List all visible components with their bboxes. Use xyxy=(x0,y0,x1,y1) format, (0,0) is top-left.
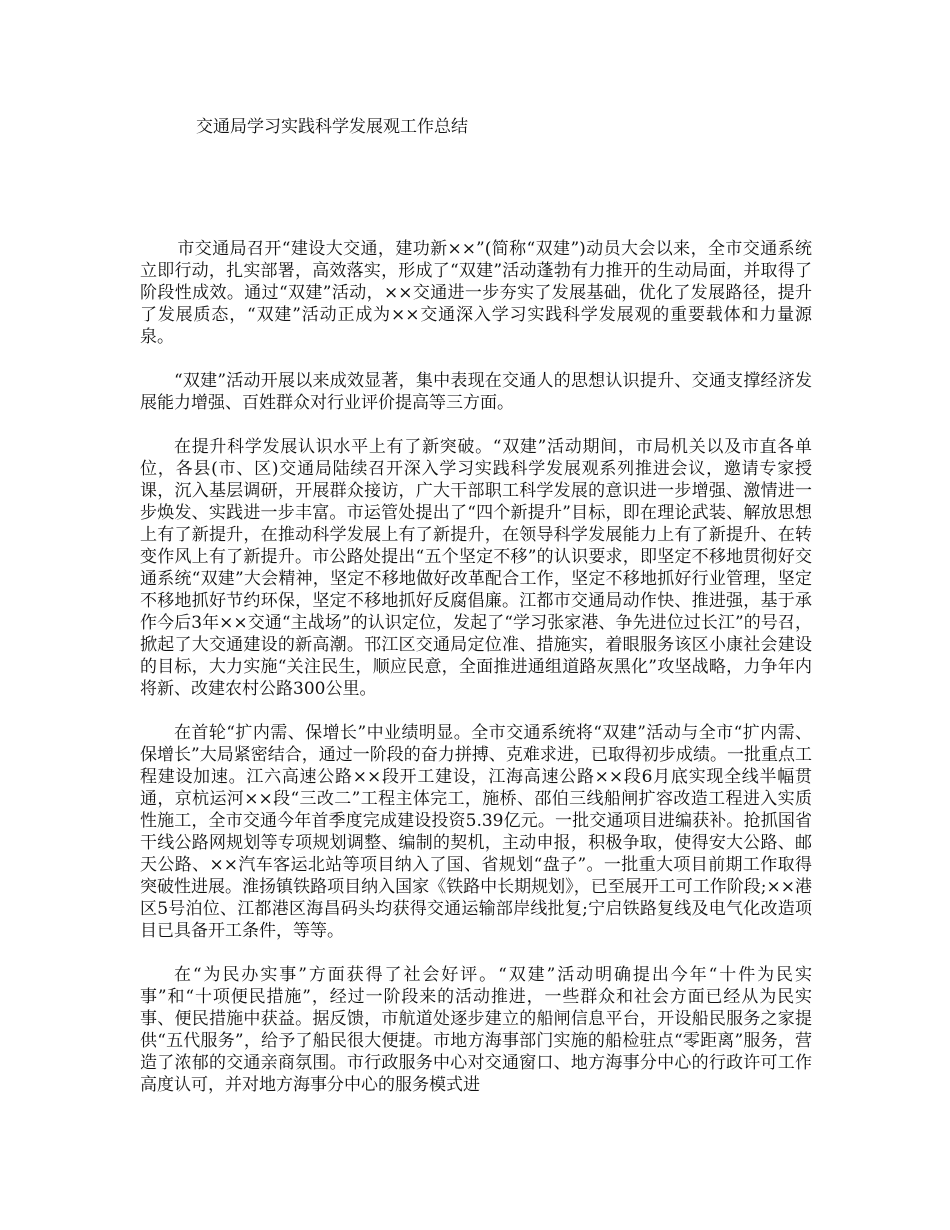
paragraph-awareness: 在提升科学发展认识水平上有了新突破。“双建”活动期间，市局机关以及市直各单位，各县(市、区)交通局陆续召开深入学习实践科学发展观系列推进会议，邀请专家授课，沉入基层调研，开展群众接访，广大干部职工科学发展的意识进一步增强、激情进一步焕发、实践进一步丰富。市运管处提出了“四个新提升”目标，即在理论武装、解放思想上有了新提升，在推动科学发展上有了新提升，在领导科学发展能力上有了新提升、在转变作风上有了新提升。市公路处提出“五个坚定不移”的认识要求，即坚定不移地贯彻好交通系统“双建”大会精神，坚定不移地做好改革配合工作，坚定不移地抓好行业管理，坚定不移地抓好节约环保，坚定不移地抓好反腐倡廉。江都市交通局动作快、推进强，基于承作今后3年××交通“主战场”的认识定位，发起了“学习张家港、争先进位过长江”的号召，掀起了大交通建设的新高潮。邗江区交通局定位准、措施实，着眼服务该区小康社会建设的目标，大力实施“关注民生，顺应民意，全面推进通组道路灰黑化”攻坚战略，力争年内将新、改建农村公路300公里。 xyxy=(140,437,812,699)
document-title: 交通局学习实践科学发展观工作总结 xyxy=(196,117,468,137)
paragraph-public-service: 在“为民办实事”方面获得了社会好评。“双建”活动明确提出今年“十件为民实事”和“十项便民措施”，经过一阶段来的活动推进，一些群众和社会方面已经从为民实事、便民措施中获益。据反馈，市航道处逐步建立的船闸信息平台，开设船民服务之家提供“五代服务”，给予了船民很大便捷。市地方海事部门实施的船检驻点“零距离”服务，营造了浓郁的交通亲商氛围。市行政服务中心对交通窗口、地方海事分中心的行政许可工作高度认可，并对地方海事分中心的服务模式进 xyxy=(140,965,812,1095)
document-body xyxy=(140,238,812,1118)
paragraph-intro: 市交通局召开“建设大交通，建功新××”(简称“双建”)动员大会以来，全市交通系统立即行动，扎实部署，高效落实，形成了“双建”活动蓬勃有力推开的生动局面，并取得了阶段性成效。通过“双建”活动，××交通进一步夯实了发展基础，优化了发展路径，提升了发展质态，“双建”活动正成为××交通深入学习实践科学发展观的重要载体和力量源泉。 xyxy=(140,239,812,347)
paragraph-growth: 在首轮“扩内需、保增长”中业绩明显。全市交通系统将“双建”活动与全市“扩内需、保增长”大局紧密结合，通过一阶段的奋力拼搏、克难求进，已取得初步成绩。一批重点工程建设加速。江六高速公路××段开工建设，江海高速公路××段6月底实现全线半幅贯通，京杭运河××段“三改二”工程主体完工，施桥、邵伯三线船闸扩容改造工程进入实质性施工，全市交通今年首季度完成建设投资5.39亿元。一批交通项目进编获补。抢抓国省干线公路网规划等专项规划调整、编制的契机，主动申报，积极争取，使得安大公路、邮天公路、××汽车客运北站等项目纳入了国、省规划“盘子”。一批重大项目前期工作取得突破性进展。淮扬镇铁路项目纳入国家《铁路中长期规划》，已至展开工可工作阶段;××港区5号泊位、江都港区海昌码头均获得交通运输部岸线批复;宁启铁路复线及电气化改造项目已具备开工条件，等等。 xyxy=(140,723,812,941)
paragraph-summary: “双建”活动开展以来成效显著，集中表现在交通人的思想认识提升、交通支撑经济发展能力增强、百姓群众对行业评价提高等三方面。 xyxy=(140,371,812,413)
